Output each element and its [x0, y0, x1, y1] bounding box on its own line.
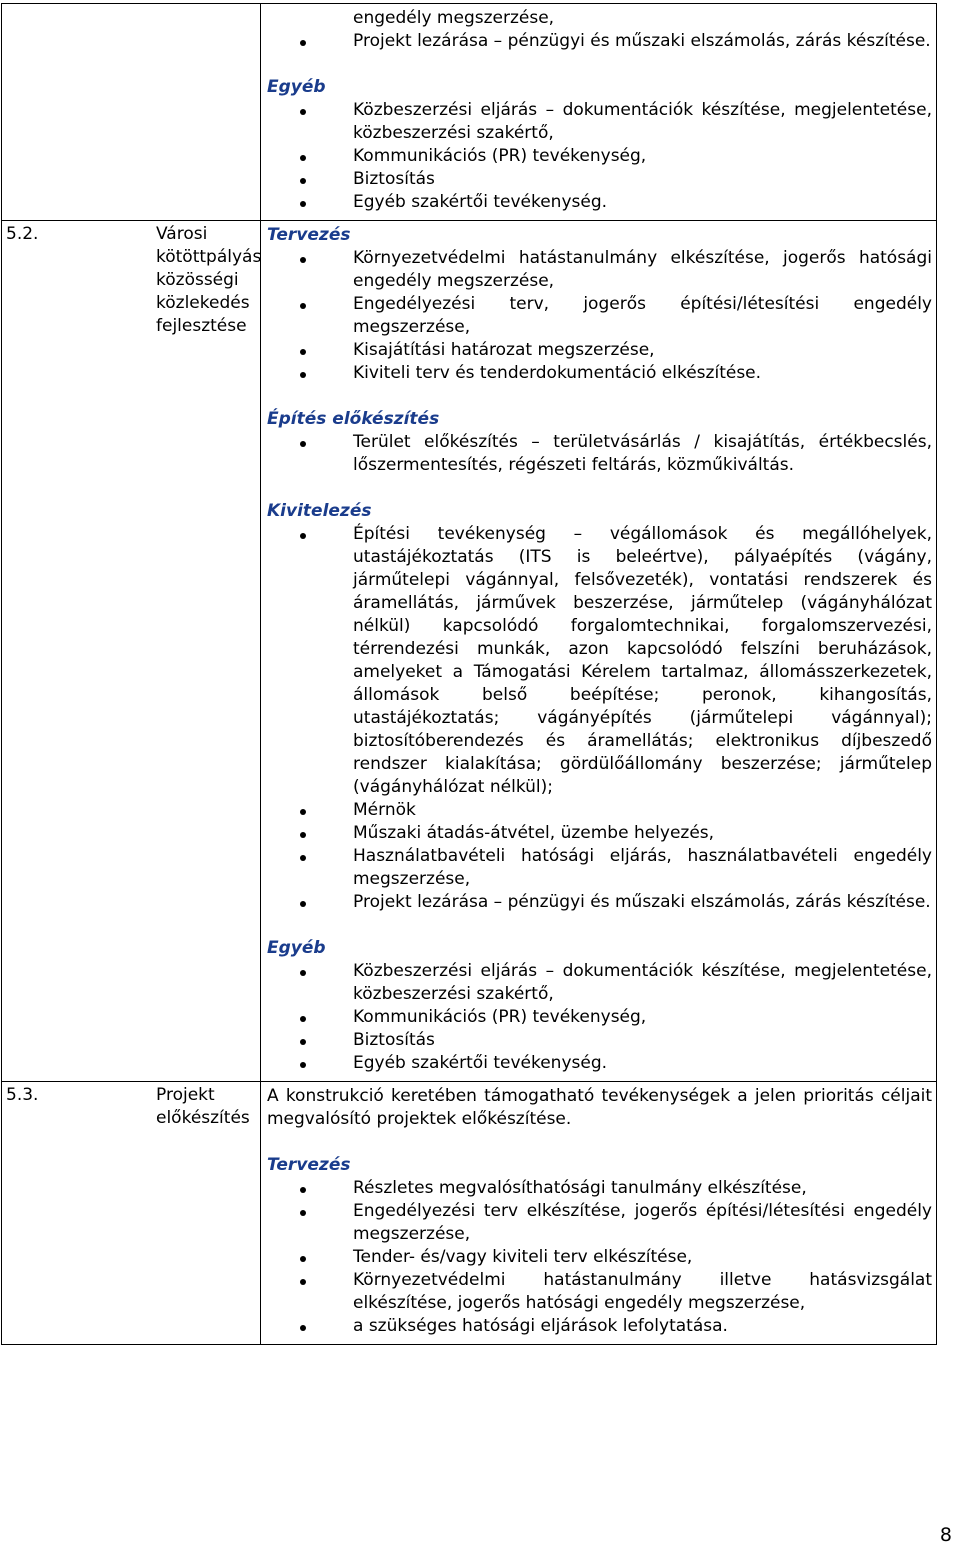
bullet-list [267, 1177, 932, 1338]
list-item-text: Kommunikációs (PR) tevékenység, [353, 146, 647, 166]
list-item-text: Tender- és/vagy kiviteli terv elkészítése, [353, 1247, 693, 1267]
list-item [267, 523, 932, 799]
list-item-text: Mérnök [353, 800, 416, 820]
list-item [267, 30, 932, 53]
list-item [267, 1246, 932, 1269]
bullet-list [267, 523, 932, 914]
activities-table [1, 3, 937, 1345]
activity-section [267, 224, 932, 385]
section-spacer [267, 385, 932, 408]
list-item-text: Műszaki átadás-átvétel, üzembe helyezés, [353, 823, 715, 843]
list-item [267, 168, 932, 191]
list-item [267, 891, 932, 914]
section-heading: Egyéb [267, 938, 326, 958]
list-item-text: Kommunikációs (PR) tevékenység, [353, 1007, 647, 1027]
list-item-text: engedély megszerzése, [353, 8, 555, 28]
list-item-text: Közbeszerzési eljárás – dokumentációk készítése, megjelentetése, közbeszerzési szakértő, [353, 100, 932, 143]
list-item-text: Kisajátítási határozat megszerzése, [353, 340, 655, 360]
list-item-text: Terület előkészítés – területvásárlás / kisajátítás, értékbecslés, lőszermentesítés, régészeti feltárás, közműkiváltás. [353, 432, 932, 475]
list-item-text: Közbeszerzési eljárás – dokumentációk készítése, megjelentetése, közbeszerzési szakértő, [353, 961, 932, 1004]
bullet-icon [300, 970, 306, 976]
bullet-icon [300, 372, 306, 378]
bullet-icon [300, 201, 306, 207]
section-spacer [267, 53, 932, 76]
list-item-text: Használatbavételi hatósági eljárás, használatbavételi engedély megszerzése, [353, 846, 932, 889]
activity-label: Városi kötöttpályás közösségi közlekedés fejlesztése [156, 224, 262, 336]
bullet-icon [300, 303, 306, 309]
activity-section [267, 500, 932, 914]
list-item [267, 1177, 932, 1200]
list-item-text: Környezetvédelmi hatástanulmány elkészítése, jogerős hatósági engedély megszerzése, [353, 248, 932, 291]
bullet-icon [300, 1062, 306, 1068]
bullet-list [267, 431, 932, 477]
list-item [267, 99, 932, 145]
list-item [267, 1006, 932, 1029]
list-item [267, 1052, 932, 1075]
list-item [267, 822, 932, 845]
section-heading: Tervezés [267, 225, 351, 245]
bullet-icon [300, 1210, 306, 1216]
list-item [267, 845, 932, 891]
bullet-icon [300, 1187, 306, 1193]
bullet-icon [300, 155, 306, 161]
activity-id-cell [2, 1082, 261, 1345]
list-item-text: Engedélyezési terv, jogerős építési/létesítési engedély megszerzése, [353, 294, 932, 337]
activity-id-cell [2, 221, 261, 1082]
list-item-text: Környezetvédelmi hatástanulmány illetve hatásvizsgálat elkészítése, jogerős hatósági engedély megszerzése, [353, 1270, 932, 1313]
list-item [267, 191, 932, 214]
section-heading: Egyéb [267, 77, 326, 97]
bullet-icon [300, 1279, 306, 1285]
intro-paragraph: A konstrukció keretében támogatható tevékenységek a jelen prioritás céljait megvalósító projektek előkészítése. [267, 1086, 932, 1129]
section-heading: Tervezés [267, 1155, 351, 1175]
bullet-icon [300, 533, 306, 539]
bullet-icon [300, 1039, 306, 1045]
bullet-list [267, 960, 932, 1075]
bullet-list [267, 99, 932, 214]
bullet-icon [300, 832, 306, 838]
section-heading: Kivitelezés [267, 501, 372, 521]
bullet-icon [300, 1325, 306, 1331]
activity-section [267, 76, 932, 214]
list-item [267, 431, 932, 477]
activity-number: 5.2. [6, 224, 39, 244]
list-item-text: Engedélyezési terv elkészítése, jogerős építési/létesítési engedély megszerzése, [353, 1201, 932, 1244]
activity-number: 5.3. [6, 1085, 39, 1105]
activity-label: Projekt előkészítés [156, 1085, 250, 1128]
bullet-icon [300, 178, 306, 184]
bullet-icon [300, 901, 306, 907]
section-heading: Építés előkészítés [267, 409, 440, 429]
activity-section [267, 408, 932, 477]
bullet-icon [300, 1016, 306, 1022]
list-item-text: Egyéb szakértői tevékenység. [353, 192, 608, 212]
table-row [2, 221, 937, 1082]
bullet-icon [300, 257, 306, 263]
list-item-text: Biztosítás [353, 1030, 435, 1050]
page-number: 8 [939, 1524, 952, 1546]
section-spacer [267, 477, 932, 500]
table-row [2, 1082, 937, 1345]
list-item-text: Biztosítás [353, 169, 435, 189]
list-item-text: Egyéb szakértői tevékenység. [353, 1053, 608, 1073]
list-item [267, 247, 932, 293]
bullet-icon [300, 809, 306, 815]
list-item-text: a szükséges hatósági eljárások lefolytatása. [353, 1316, 728, 1336]
list-item-text: Építési tevékenység – végállomások és megállóhelyek, utastájékoztatás (ITS is beleértve), pályaépítés (vágány, járműtelepi vágánnyal, felsővezeték), vontatási rendszerek és áramellátás, járművek beszerzése, járműtelep (vágányhálózat nélkül) kapcsolódó forgalomtechnikai, forgalomszervezési, térrendezési munkák, azon kapcsolódó felszíni beruházások, amelyeket a Támogatási Kérelem tartalmaz, állomásszerkezetek, állomások belső beépítése; peronok, kihangosítás, utastájékoztatás; vágányépítés (járműtelepi vágánnyal); biztosítóberendezés és áramellátás; elektronikus díjbeszedő rendszer kialakítása; gördülőállomány beszerzése; járműtelep (vágányhálózat nélkül); [353, 524, 932, 797]
list-item [267, 1269, 932, 1315]
list-item [267, 7, 932, 30]
list-item [267, 362, 932, 385]
activity-details-cell [261, 221, 937, 1082]
list-item [267, 293, 932, 339]
list-item [267, 145, 932, 168]
list-item [267, 1029, 932, 1052]
bullet-icon [300, 441, 306, 447]
bullet-list [267, 247, 932, 385]
activity-details-cell [261, 1082, 937, 1345]
table-row [2, 4, 937, 221]
list-item [267, 960, 932, 1006]
section-spacer [267, 1131, 932, 1154]
bullet-icon [300, 855, 306, 861]
list-item-text: Részletes megvalósíthatósági tanulmány elkészítése, [353, 1178, 807, 1198]
activity-details-cell [261, 4, 937, 221]
bullet-list [267, 7, 932, 53]
activity-section [267, 1154, 932, 1338]
section-spacer [267, 914, 932, 937]
activity-id-cell [2, 4, 261, 221]
activity-section [267, 937, 932, 1075]
bullet-icon [300, 349, 306, 355]
list-item [267, 1315, 932, 1338]
bullet-icon [300, 109, 306, 115]
list-item-text: Projekt lezárása – pénzügyi és műszaki elszámolás, zárás készítése. [353, 892, 931, 912]
bullet-icon [300, 1256, 306, 1262]
activity-section [267, 7, 932, 53]
list-item [267, 339, 932, 362]
list-item-text: Kiviteli terv és tenderdokumentáció elkészítése. [353, 363, 762, 383]
list-item-text: Projekt lezárása – pénzügyi és műszaki elszámolás, zárás készítése. [353, 31, 931, 51]
bullet-icon [300, 40, 306, 46]
list-item [267, 799, 932, 822]
list-item [267, 1200, 932, 1246]
